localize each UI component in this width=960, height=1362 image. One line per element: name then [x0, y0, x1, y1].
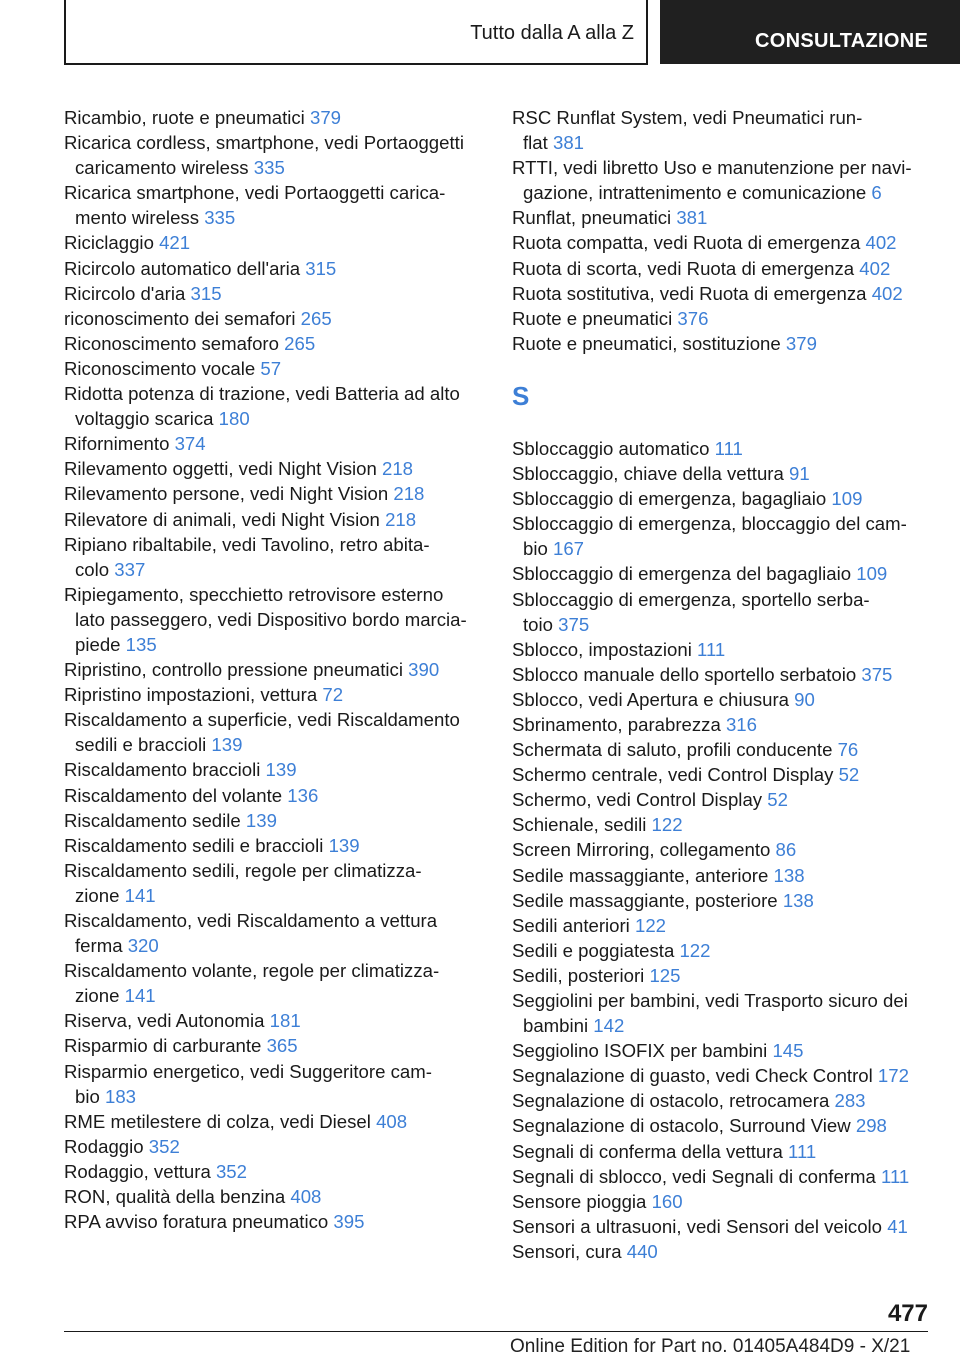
index-entry: [512, 938, 942, 963]
page-reference-link[interactable]: 335: [204, 207, 236, 229]
index-entry: [64, 507, 494, 532]
header-rule: [64, 63, 648, 65]
index-entry: [512, 737, 942, 762]
index-entry: [512, 662, 942, 687]
index-entry-text: Ripiegamento, specchietto retrovisore esterno: [64, 583, 444, 605]
index-entry-text: toio: [523, 613, 553, 635]
index-entry: [512, 1239, 942, 1264]
index-entry: [64, 657, 494, 682]
index-entry-text: Screen Mirroring, collegamento: [512, 839, 771, 861]
page-reference-link[interactable]: 218: [393, 483, 425, 505]
index-entry-text: Risparmio energetico, vedi Suggeritore cam-: [64, 1060, 432, 1082]
index-entry: [64, 306, 494, 331]
index-entry-text: zione: [75, 884, 120, 906]
page-reference-link[interactable]: 365: [266, 1035, 298, 1057]
section-letter: S: [512, 380, 530, 411]
index-entry: [64, 958, 494, 1008]
index-entry-text: Riscaldamento braccioli: [64, 759, 261, 781]
index-entry: [512, 205, 942, 230]
index-entry: [64, 180, 494, 230]
index-entry-text: Ricarica smartphone, vedi Portaoggetti carica-: [64, 182, 446, 204]
index-entry: [512, 687, 942, 712]
page-reference-link[interactable]: 265: [300, 307, 332, 329]
index-entry: [64, 381, 494, 431]
index-entry: [512, 587, 942, 637]
index-entry-text: Ruote e pneumatici: [512, 307, 673, 329]
page-reference-link[interactable]: 111: [697, 638, 726, 660]
page-reference-link[interactable]: 335: [253, 157, 285, 179]
index-entry: [64, 582, 494, 657]
page-reference-link[interactable]: 320: [127, 935, 159, 957]
index-entry-text: ferma: [75, 935, 123, 957]
index-entry: [64, 858, 494, 908]
page-reference-link[interactable]: 122: [635, 914, 667, 936]
index-entry: [512, 762, 942, 787]
index-entry: [512, 155, 942, 205]
page-reference-link[interactable]: 265: [284, 332, 316, 354]
index-entry-text: Sedili, posteriori: [512, 964, 645, 986]
index-entry-text: Sblocco, impostazioni: [512, 638, 692, 660]
index-entry-text: Schermata di saluto, profili conducente: [512, 739, 833, 761]
page-reference-link[interactable]: 381: [552, 132, 585, 154]
index-entry: [512, 1214, 942, 1239]
page-reference-link[interactable]: 315: [305, 257, 337, 279]
page-reference-link[interactable]: 109: [856, 563, 888, 585]
page-reference-link[interactable]: 375: [861, 663, 893, 685]
index-entry-text: Rodaggio: [64, 1135, 144, 1157]
index-entry: [512, 712, 942, 737]
index-entry: [64, 1059, 494, 1109]
header-chapter-tab: CONSULTAZIONE: [660, 0, 960, 64]
index-entry: [64, 1184, 494, 1209]
index-entry-text: Ripristino impostazioni, vettura: [64, 684, 318, 706]
index-entry: [64, 1209, 494, 1234]
page-reference-link[interactable]: 52: [838, 764, 860, 786]
index-entry: [512, 1164, 942, 1189]
index-entry-text: Riconoscimento semaforo: [64, 332, 279, 354]
page-reference-link[interactable]: 172: [877, 1065, 909, 1087]
footer-rule: [64, 1331, 928, 1332]
page-reference-link[interactable]: 440: [626, 1240, 658, 1262]
header-right-border: [646, 0, 648, 64]
index-entry-text: flat: [523, 132, 548, 154]
index-entry: [512, 863, 942, 888]
page-reference-link[interactable]: 138: [773, 864, 805, 886]
page-reference-link[interactable]: 315: [190, 282, 222, 304]
index-entry-text: Rilevamento oggetti, vedi Night Vision: [64, 458, 377, 480]
index-entry-text: Sblocco, vedi Apertura e chiusura: [512, 688, 789, 710]
page-reference-link[interactable]: 180: [218, 408, 250, 430]
index-entry: [512, 787, 942, 812]
index-entry: [512, 281, 942, 306]
page-reference-link[interactable]: 352: [148, 1135, 180, 1157]
index-entry-text: Riciclaggio: [64, 232, 154, 254]
page-reference-link[interactable]: 352: [215, 1160, 247, 1182]
index-entry-text: Sedile massaggiante, posteriore: [512, 889, 778, 911]
index-entry: [64, 833, 494, 858]
index-entry: [512, 486, 942, 511]
page-reference-link[interactable]: 160: [651, 1190, 683, 1212]
index-entry-text: gazione, intrattenimento e comunicazione: [523, 182, 867, 204]
page-reference-link[interactable]: 122: [679, 939, 711, 961]
page-reference-link[interactable]: 381: [676, 207, 708, 229]
page-reference-link[interactable]: 141: [124, 884, 156, 906]
index-entry: [512, 1189, 942, 1214]
index-entry-text: piede: [75, 633, 121, 655]
index-entry: [512, 637, 942, 662]
page-reference-link[interactable]: 139: [245, 809, 277, 831]
index-entry: [512, 812, 942, 837]
index-entry-text: Ricambio, ruote e pneumatici: [64, 107, 305, 128]
index-entry-text: Sbloccaggio di emergenza del bagagliaio: [512, 563, 852, 585]
index-entry-text: RTTI, vedi libretto Uso e manutenzione per navi-: [512, 157, 912, 179]
index-entry-text: Segnali di conferma della vettura: [512, 1140, 783, 1162]
page-reference-link[interactable]: 375: [558, 613, 590, 635]
index-column-left: [64, 105, 494, 1234]
page-reference-link[interactable]: 421: [159, 232, 191, 254]
index-entry: [64, 808, 494, 833]
index-entry-text: Ricarica cordless, smartphone, vedi Portaoggetti: [64, 132, 464, 154]
page-reference-link[interactable]: 52: [767, 789, 788, 811]
footer-edition-text: Online Edition for Part no. 01405A484D9 - X/21: [510, 1336, 911, 1357]
header-left-border: [64, 0, 66, 64]
index-entry-text: mento wireless: [75, 207, 200, 229]
index-entry-text: Riserva, vedi Autonomia: [64, 1010, 265, 1032]
index-entry-text: Ricircolo d'aria: [64, 282, 186, 304]
index-entry-text: Ruota compatta, vedi Ruota di emergenza: [512, 232, 861, 254]
page-reference-link[interactable]: 408: [290, 1186, 322, 1208]
page-reference-link[interactable]: 316: [725, 713, 757, 735]
index-entry-text: Sedile massaggiante, anteriore: [512, 864, 769, 886]
index-entry-text: Ruota sostitutiva, vedi Ruota di emergenza: [512, 282, 867, 304]
index-entry-text: Schermo centrale, vedi Control Display: [512, 764, 834, 786]
index-entry-text: Runflat, pneumatici: [512, 207, 672, 229]
index-entry-text: Sblocco manuale dello sportello serbatoio: [512, 663, 857, 685]
page-reference-link[interactable]: 183: [105, 1085, 137, 1107]
index-entry-text: Rilevatore di animali, vedi Night Vision: [64, 508, 380, 530]
page-reference-link[interactable]: 283: [834, 1090, 866, 1112]
index-entry-text: Segnalazione di ostacolo, Surround View: [512, 1115, 851, 1137]
index-entry-text: Sensore pioggia: [512, 1190, 647, 1212]
index-entry: [64, 431, 494, 456]
index-entry-text: colo: [75, 558, 110, 580]
index-entry-text: bio: [523, 538, 548, 560]
page-reference-link[interactable]: 76: [837, 739, 859, 761]
index-entry-text: RME metilestere di colza, vedi Diesel: [64, 1110, 371, 1132]
index-entry-text: Segnalazione di guasto, vedi Check Control: [512, 1065, 873, 1087]
page-reference-link[interactable]: 139: [211, 734, 243, 756]
index-column-right: [512, 105, 942, 1264]
index-entry-text: Sbloccaggio automatico: [512, 437, 710, 459]
page-reference-link[interactable]: 111: [881, 1165, 910, 1187]
index-entry: [64, 456, 494, 481]
index-entry-text: Ricircolo automatico dell'aria: [64, 257, 301, 279]
index-entry-text: lato passeggero, vedi Dispositivo bordo marcia-: [75, 608, 467, 630]
page-reference-link[interactable]: 139: [265, 759, 297, 781]
index-entry-text: Seggiolini per bambini, vedi Trasporto sicuro dei: [512, 990, 908, 1011]
index-entry-text: voltaggio scarica: [75, 408, 214, 430]
index-entry: [512, 256, 942, 281]
index-entry: [64, 230, 494, 255]
index-entry: [512, 461, 942, 486]
index-entry: [64, 1008, 494, 1033]
index-entry-text: Riconoscimento vocale: [64, 357, 256, 379]
index-entry: [512, 561, 942, 586]
index-entry: [512, 963, 942, 988]
page-reference-link[interactable]: 91: [789, 463, 810, 485]
index-entry-text: Riscaldamento del volante: [64, 784, 283, 806]
index-entry-text: Ridotta potenza di trazione, vedi Batteria ad alto: [64, 383, 460, 405]
index-entry-text: Segnali di sblocco, vedi Segnali di conferma: [512, 1165, 876, 1187]
index-entry-text: RPA avviso foratura pneumatico: [64, 1211, 329, 1233]
page-reference-link[interactable]: 395: [333, 1211, 365, 1233]
index-entry: [64, 356, 494, 381]
page-number: 477: [887, 1300, 928, 1327]
page-reference-link[interactable]: 6: [871, 182, 882, 204]
header-section-title: Tutto dalla A alla Z: [470, 22, 634, 44]
index-entry-text: Sbloccaggio di emergenza, bagagliaio: [512, 488, 827, 510]
index-entry-text: Rilevamento persone, vedi Night Vision: [64, 483, 389, 505]
index-entry: [64, 783, 494, 808]
index-entry: [512, 230, 942, 255]
index-entry-text: Riscaldamento volante, regole per climatizza-: [64, 960, 440, 982]
index-entry-text: Schermo, vedi Control Display: [512, 789, 763, 811]
page-reference-link[interactable]: 136: [287, 784, 319, 806]
index-entry: [512, 1038, 942, 1063]
index-entry: [64, 105, 494, 130]
index-entry: [512, 436, 942, 461]
index-entry: [512, 913, 942, 938]
page-reference-link[interactable]: 135: [125, 633, 157, 655]
page-reference-link[interactable]: 41: [887, 1215, 908, 1237]
index-entry: [64, 1109, 494, 1134]
index-entry-text: Sbrinamento, parabrezza: [512, 713, 721, 735]
index-entry-text: RSC Runflat System, vedi Pneumatici run-: [512, 107, 863, 128]
index-entry: [64, 682, 494, 707]
index-entry: [64, 707, 494, 757]
index-entry-text: riconoscimento dei semafori: [64, 307, 296, 329]
index-entry-text: Riscaldamento a superficie, vedi Riscaldamento: [64, 709, 460, 731]
index-entry: [512, 306, 942, 331]
index-entry-text: Ruota di scorta, vedi Ruota di emergenza: [512, 257, 855, 279]
page-reference-link[interactable]: 111: [787, 1140, 817, 1162]
page-reference-link[interactable]: 72: [322, 684, 344, 706]
page-reference-link[interactable]: 139: [328, 834, 360, 856]
index-entry-text: Sensori, cura: [512, 1240, 622, 1262]
index-entry: [512, 888, 942, 913]
index-entry: [512, 1113, 942, 1138]
index-entry: [64, 130, 494, 180]
page-reference-link[interactable]: 142: [593, 1015, 625, 1037]
page-reference-link[interactable]: 109: [831, 488, 863, 510]
index-entry-text: Riscaldamento sedili e braccioli: [64, 834, 324, 856]
page-reference-link[interactable]: 402: [859, 257, 891, 279]
page-reference-link[interactable]: 141: [124, 985, 156, 1007]
index-entry-text: Sedili e poggiatesta: [512, 939, 675, 961]
page-reference-link[interactable]: 376: [677, 307, 709, 329]
page-reference-link[interactable]: 337: [114, 558, 146, 580]
page-reference-link[interactable]: 298: [855, 1115, 887, 1137]
page-reference-link[interactable]: 86: [775, 839, 797, 861]
index-entry-text: Riscaldamento, vedi Riscaldamento a vettura: [64, 910, 438, 931]
page-reference-link[interactable]: 379: [309, 107, 342, 128]
page-reference-link[interactable]: 374: [174, 433, 206, 455]
index-entry-text: Riscaldamento sedile: [64, 809, 241, 831]
page-reference-link[interactable]: 218: [385, 508, 417, 530]
page-reference-link[interactable]: 390: [408, 659, 440, 681]
index-entry-text: Schienale, sedili: [512, 814, 647, 836]
index-entry-text: Rifornimento: [64, 433, 170, 455]
index-entry-text: Sensori a ultrasuoni, vedi Sensori del veicolo: [512, 1215, 883, 1237]
index-entry-text: bambini: [523, 1015, 589, 1037]
page-reference-link[interactable]: 167: [553, 538, 585, 560]
page-reference-link[interactable]: 90: [794, 688, 815, 710]
index-entry: [512, 105, 942, 155]
page-reference-link[interactable]: 408: [376, 1110, 408, 1132]
index-entry-text: Ruote e pneumatici, sostituzione: [512, 332, 781, 354]
page-reference-link[interactable]: 122: [651, 814, 683, 836]
index-entry-text: Segnalazione di ostacolo, retrocamera: [512, 1090, 830, 1112]
index-entry: [512, 988, 942, 1038]
index-entry: [64, 1033, 494, 1058]
index-entry: [64, 908, 494, 958]
page-reference-link[interactable]: 111: [714, 437, 743, 459]
index-entry: [512, 1139, 942, 1164]
index-entry-text: Ripiano ribaltabile, vedi Tavolino, retro abita-: [64, 533, 430, 555]
index-entry: [64, 281, 494, 306]
page-reference-link[interactable]: 145: [772, 1040, 804, 1062]
index-entry-text: Sedili anteriori: [512, 914, 630, 936]
page-reference-link[interactable]: 379: [785, 332, 817, 354]
index-entry: [64, 256, 494, 281]
index-entry: [64, 331, 494, 356]
index-entry-text: Sbloccaggio di emergenza, bloccaggio del cam-: [512, 513, 907, 535]
page-reference-link[interactable]: 402: [871, 282, 903, 304]
index-entry-text: Rodaggio, vettura: [64, 1160, 211, 1182]
page-reference-link[interactable]: 138: [782, 889, 814, 911]
index-entry-text: zione: [75, 985, 120, 1007]
index-entry: [64, 481, 494, 506]
index-entry: [64, 532, 494, 582]
index-entry: [64, 1159, 494, 1184]
index-entry-text: sedili e braccioli: [75, 734, 207, 756]
index-entry: [64, 757, 494, 782]
index-entry-text: Risparmio di carburante: [64, 1035, 262, 1057]
index-entry: [512, 1063, 942, 1088]
page-reference-link[interactable]: 218: [382, 458, 414, 480]
index-entry-text: bio: [75, 1085, 100, 1107]
page-reference-link[interactable]: 402: [865, 232, 897, 254]
index-entry-text: caricamento wireless: [75, 157, 249, 179]
index-entry: [512, 837, 942, 862]
page-reference-link[interactable]: 181: [269, 1010, 301, 1032]
index-entry-text: Sbloccaggio, chiave della vettura: [512, 463, 784, 485]
index-entry-text: Riscaldamento sedili, regole per climatizza-: [64, 859, 422, 881]
index-entry-text: Sbloccaggio di emergenza, sportello serba-: [512, 588, 870, 610]
index-entry-text: Seggiolino ISOFIX per bambini: [512, 1040, 768, 1062]
index-entry-text: RON, qualità della benzina: [64, 1186, 286, 1208]
index-entry: [512, 1088, 942, 1113]
index-entry: [64, 1134, 494, 1159]
page-reference-link[interactable]: 57: [260, 357, 282, 379]
index-entry-text: Ripristino, controllo pressione pneumatici: [64, 659, 403, 681]
index-entry: [512, 331, 942, 356]
index-entry: [512, 511, 942, 561]
page-reference-link[interactable]: 125: [649, 964, 681, 986]
